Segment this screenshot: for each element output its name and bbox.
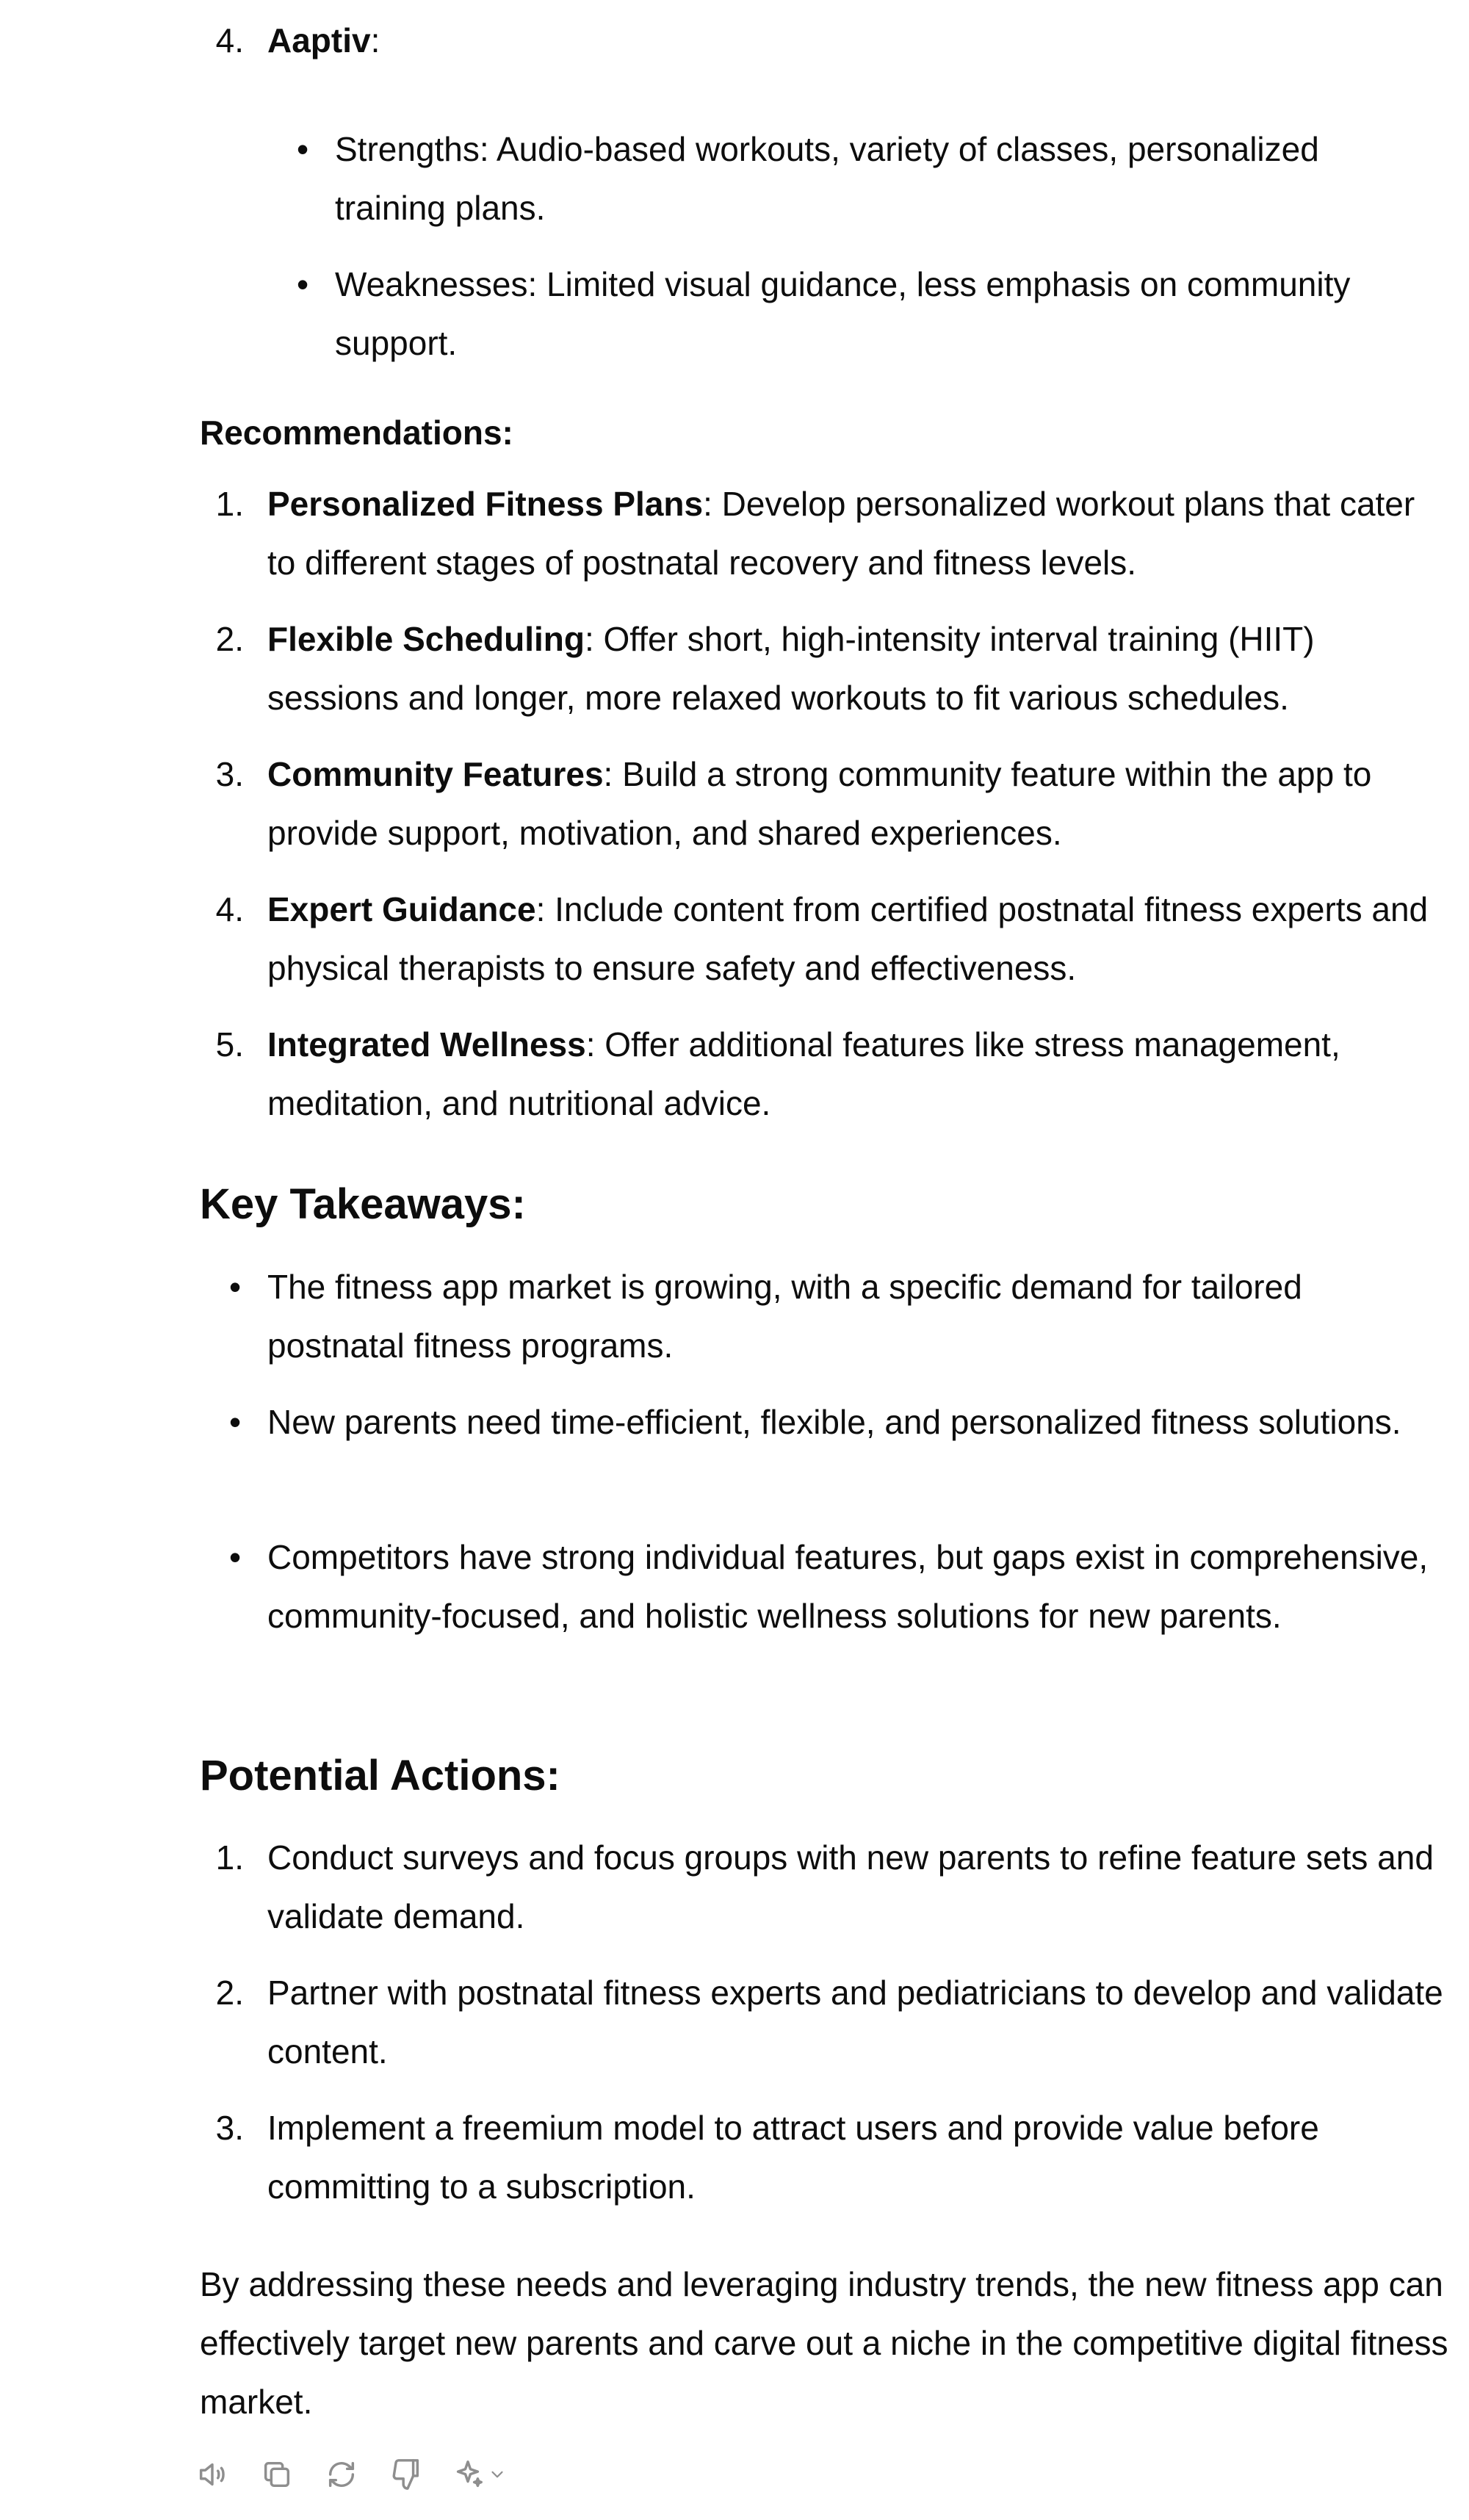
speaker-icon — [195, 2458, 229, 2491]
potential-actions-heading: Potential Actions: — [200, 1752, 560, 1799]
chevron-down-icon — [488, 2465, 507, 2484]
recommendations-list — [200, 474, 1448, 1133]
list-item: 3. Implement a freemium model to attract users and provide value before committing to a subscription. — [215, 2109, 1319, 2206]
key-takeaways-list — [200, 1257, 1448, 1704]
weaknesses-text: Weaknesses: Limited visual guidance, less emphasis on community support. — [335, 265, 1351, 362]
list-item: • Weaknesses: Limited visual guidance, less emphasis on community support. — [297, 265, 1351, 362]
sparkle-model-icon — [451, 2458, 485, 2491]
recommendations-section — [200, 403, 1448, 462]
change-model-button[interactable] — [451, 2455, 510, 2494]
regenerate-icon — [325, 2458, 358, 2491]
read-aloud-button[interactable] — [192, 2455, 232, 2494]
list-item: • New parents need time-efficient, flexible, and personalized fitness solutions. — [229, 1403, 1401, 1441]
thumbs-down-icon — [389, 2458, 423, 2491]
competitor-name: Aaptiv — [267, 21, 371, 59]
list-item: • Competitors have strong individual features, but gaps exist in comprehensive, community-focused, and holistic wellness solutions for new parents. — [229, 1538, 1429, 1635]
list-number: 4. — [215, 21, 244, 59]
list-item: 1. Conduct surveys and focus groups with new parents to refine feature sets and validate demand. — [215, 1838, 1434, 1935]
recommendations-heading: Recommendations: — [200, 414, 513, 452]
message-actions-toolbar — [192, 2455, 510, 2494]
closing-paragraph: By addressing these needs and leveraging industry trends, the new fitness app can effectively target new parents and carve out a niche in the competitive digital fitness market. — [200, 2265, 1448, 2421]
regenerate-button[interactable] — [322, 2455, 361, 2494]
list-item: 5. Integrated Wellness: Offer additional features like stress management, meditation, and nutritional advice. — [215, 1025, 1340, 1122]
copy-icon — [260, 2458, 294, 2491]
list-item: • The fitness app market is growing, with a specific demand for tailored postnatal fitness programs. — [229, 1268, 1302, 1365]
list-item: 1. Personalized Fitness Plans: Develop personalized workout plans that cater to different stages of postnatal recovery and fitness levels. — [215, 485, 1415, 582]
copy-button[interactable] — [257, 2455, 297, 2494]
list-item: 2. Flexible Scheduling: Offer short, high-intensity interval training (HIIT) sessions and longer, more relaxed workouts to fit various schedules. — [215, 620, 1315, 717]
list-item: • Strengths: Audio-based workouts, variety of classes, personalized training plans. — [297, 130, 1319, 227]
key-takeaways-heading: Key Takeaways: — [200, 1180, 526, 1228]
list-item: 4. Expert Guidance: Include content from certified postnatal fitness experts and physical therapists to ensure safety and effectiveness. — [215, 890, 1429, 987]
list-item: 3. Community Features: Build a strong community feature within the app to provide support, motivation, and shared experiences. — [215, 755, 1372, 852]
bad-response-button[interactable] — [386, 2455, 426, 2494]
competitor-aaptiv: 4. Aaptiv: • Strengths: Audio-based workouts, variety of classes, personalized training plans. • Weaknesses: Limited visual guidance, less emphasis on community support. — [200, 11, 1448, 70]
list-item: 2. Partner with postnatal fitness experts and pediatricians to develop and validate content. — [215, 1974, 1443, 2070]
strengths-text: Strengths: Audio-based workouts, variety of classes, personalized training plans. — [335, 130, 1319, 227]
potential-actions-list — [200, 1828, 1448, 2216]
